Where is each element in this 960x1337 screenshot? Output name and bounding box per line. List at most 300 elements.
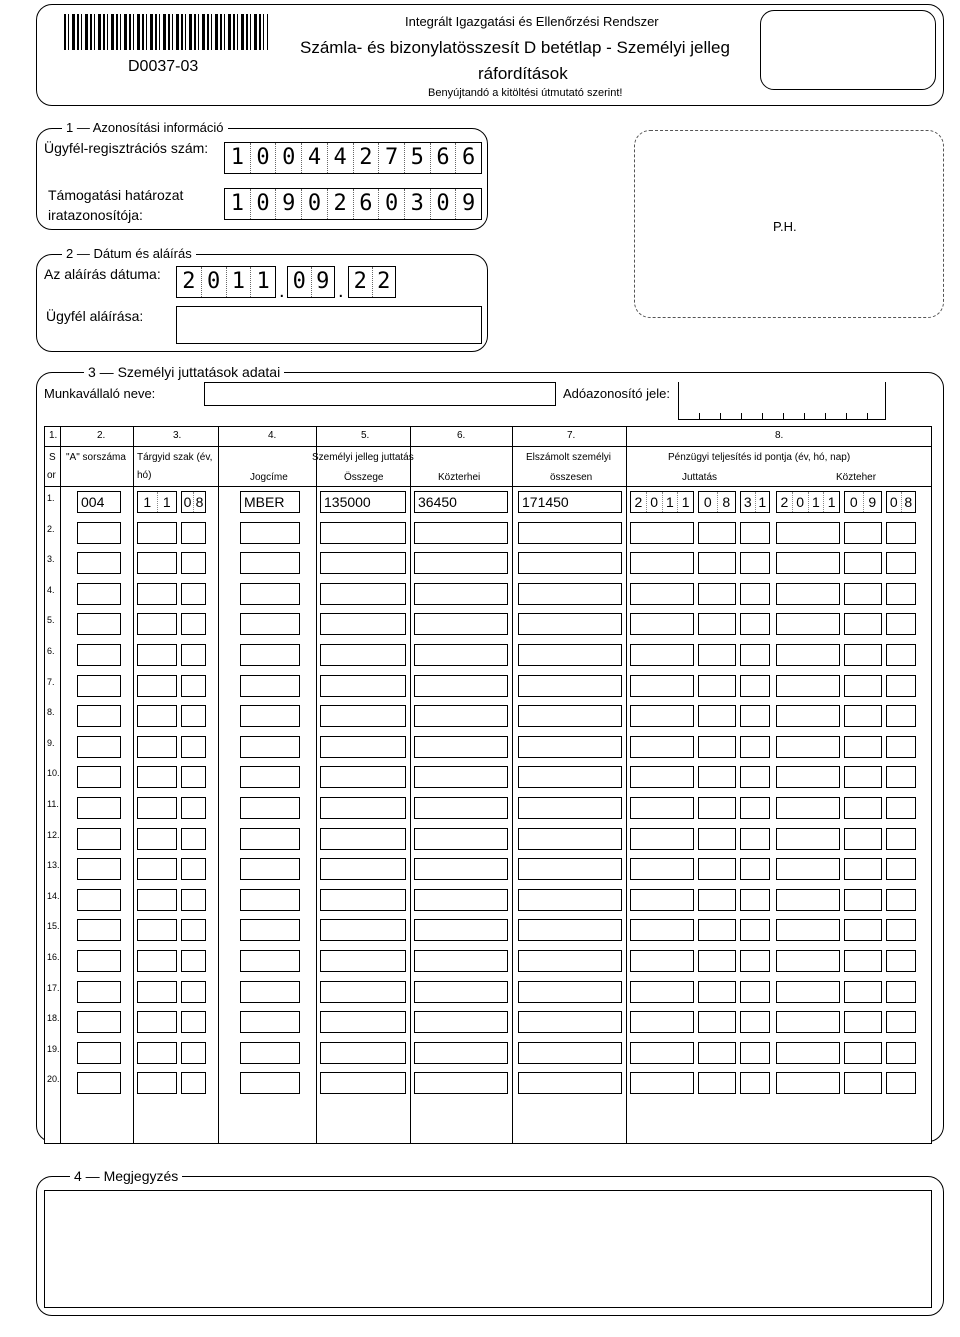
employee-name-field[interactable] (204, 382, 556, 406)
date-dot-1: . (279, 280, 285, 302)
table-cell[interactable] (698, 766, 736, 788)
date-dot-2: . (338, 280, 344, 302)
table-cell[interactable] (776, 644, 840, 666)
table-cell[interactable] (630, 828, 694, 850)
table-cell[interactable] (181, 1072, 206, 1094)
table-cell[interactable] (181, 583, 206, 605)
table-cell[interactable] (137, 1072, 177, 1094)
table-cell[interactable] (844, 552, 882, 574)
table-cell[interactable] (320, 828, 406, 850)
table-cell[interactable] (181, 889, 206, 911)
table-cell[interactable] (77, 1011, 121, 1033)
table-cell[interactable] (886, 1042, 916, 1064)
table-cell[interactable] (698, 797, 736, 819)
table-cell[interactable] (776, 736, 840, 758)
col-num-5: 5. (361, 430, 370, 441)
tax-year-cell[interactable]: 2 0 1 1 (776, 491, 840, 513)
table-cell[interactable] (181, 766, 206, 788)
hdr-period-2: hó) (137, 470, 152, 481)
table-cell[interactable] (886, 583, 916, 605)
table-cell[interactable] (518, 583, 622, 605)
table-cell[interactable] (886, 1011, 916, 1033)
table-cell[interactable] (137, 828, 177, 850)
table-cell[interactable] (518, 675, 622, 697)
table-cell[interactable] (740, 583, 770, 605)
table-cell[interactable] (844, 889, 882, 911)
table-cell[interactable] (240, 919, 300, 941)
table-cell[interactable] (740, 828, 770, 850)
table-cell[interactable] (320, 613, 406, 635)
table-cell[interactable] (698, 705, 736, 727)
table-cell[interactable] (137, 950, 177, 972)
table-cell[interactable] (886, 552, 916, 574)
table-cell[interactable] (776, 705, 840, 727)
table-cell[interactable] (320, 1011, 406, 1033)
table-cell[interactable] (181, 950, 206, 972)
table-cell[interactable] (414, 613, 508, 635)
table-cell[interactable] (740, 1042, 770, 1064)
table-cell[interactable] (320, 675, 406, 697)
signature-field[interactable] (176, 306, 482, 344)
table-cell[interactable] (240, 766, 300, 788)
table-cell[interactable] (320, 736, 406, 758)
header-bottom-line (44, 486, 932, 487)
table-cell[interactable] (630, 889, 694, 911)
table-cell[interactable] (137, 613, 177, 635)
table-cell[interactable] (518, 858, 622, 880)
table-cell[interactable] (844, 1072, 882, 1094)
a-number-cell[interactable]: 004 (77, 491, 121, 513)
table-cell[interactable] (77, 889, 121, 911)
tax-id-label: Adóazonosító jele: (563, 386, 670, 401)
table-cell[interactable] (518, 919, 622, 941)
table-cell[interactable] (844, 522, 882, 544)
pay-day-cell[interactable]: 3 1 (740, 491, 770, 513)
table-cell[interactable] (137, 919, 177, 941)
table-cell[interactable] (181, 919, 206, 941)
table-cell[interactable] (630, 950, 694, 972)
table-cell[interactable] (181, 613, 206, 635)
table-cell[interactable] (698, 675, 736, 697)
total-cell[interactable]: 171450 (518, 491, 622, 513)
table-cell[interactable] (698, 919, 736, 941)
row-number: 8. (47, 707, 55, 718)
table-cell[interactable] (518, 552, 622, 574)
table-cell[interactable] (740, 1011, 770, 1033)
table-cell[interactable] (414, 858, 508, 880)
title-cell[interactable]: MBER (240, 491, 300, 513)
sign-day-field[interactable]: 2 2 (348, 266, 396, 298)
table-cell[interactable] (886, 981, 916, 1003)
table-cell[interactable] (740, 552, 770, 574)
decision-label-1: Támogatási határozat (48, 187, 184, 203)
table-cell[interactable] (240, 797, 300, 819)
table-cell[interactable] (740, 705, 770, 727)
table-cell[interactable] (240, 583, 300, 605)
table-cell[interactable] (240, 858, 300, 880)
table-cell[interactable] (77, 1072, 121, 1094)
table-cell[interactable] (844, 675, 882, 697)
table-cell[interactable] (414, 1011, 508, 1033)
table-cell[interactable] (137, 736, 177, 758)
table-cell[interactable] (181, 644, 206, 666)
table-cell[interactable] (414, 889, 508, 911)
table-cell[interactable] (518, 705, 622, 727)
table-cell[interactable] (240, 1072, 300, 1094)
tax-month-cell[interactable]: 0 9 (844, 491, 882, 513)
table-cell[interactable] (698, 981, 736, 1003)
table-cell[interactable] (77, 613, 121, 635)
table-cell[interactable] (181, 1011, 206, 1033)
table-cell[interactable] (518, 1072, 622, 1094)
table-cell[interactable] (414, 950, 508, 972)
table-cell[interactable] (740, 889, 770, 911)
amount-cell[interactable]: 135000 (320, 491, 406, 513)
table-cell[interactable] (240, 705, 300, 727)
table-cell[interactable] (886, 736, 916, 758)
table-cell[interactable] (740, 950, 770, 972)
table-cell[interactable] (414, 981, 508, 1003)
table-cell[interactable] (320, 522, 406, 544)
period-year-cell[interactable]: 1 1 (137, 491, 177, 513)
col-num-6: 6. (457, 430, 466, 441)
table-cell[interactable] (698, 950, 736, 972)
table-cell[interactable] (414, 766, 508, 788)
client-reg-label: Ügyfél-regisztrációs szám: (44, 140, 209, 156)
period-month-cell[interactable]: 0 8 (181, 491, 206, 513)
client-reg-field[interactable]: 1 0 0 4 4 2 7 5 6 6 (224, 142, 482, 174)
table-cell[interactable] (137, 644, 177, 666)
table-cell[interactable] (181, 705, 206, 727)
table-cell[interactable] (630, 705, 694, 727)
table-cell[interactable] (77, 705, 121, 727)
table-cell[interactable] (630, 583, 694, 605)
table-cell[interactable] (518, 736, 622, 758)
table-cell[interactable] (320, 583, 406, 605)
table-cell[interactable] (240, 950, 300, 972)
table-cell[interactable] (740, 797, 770, 819)
table-cell[interactable] (240, 889, 300, 911)
pay-year-cell[interactable]: 2 0 1 1 (630, 491, 694, 513)
hdr-or: or (47, 470, 56, 481)
table-cell[interactable] (181, 736, 206, 758)
table-cell[interactable] (414, 644, 508, 666)
table-cell[interactable] (776, 1042, 840, 1064)
table-cell[interactable] (698, 644, 736, 666)
table-cell[interactable] (698, 613, 736, 635)
table-cell[interactable] (181, 1042, 206, 1064)
tax-day-cell[interactable]: 0 8 (886, 491, 916, 513)
col-num-1: 1. (49, 430, 58, 441)
table-cell[interactable] (320, 950, 406, 972)
sign-month-field[interactable]: 0 9 (287, 266, 335, 298)
table-cell[interactable] (181, 828, 206, 850)
table-cell[interactable] (320, 552, 406, 574)
table-cell[interactable] (776, 766, 840, 788)
table-cell[interactable] (77, 1042, 121, 1064)
table-cell[interactable] (740, 613, 770, 635)
table-cell[interactable] (740, 981, 770, 1003)
table-cell[interactable] (77, 736, 121, 758)
table-cell[interactable] (844, 1011, 882, 1033)
table-cell[interactable] (320, 889, 406, 911)
table-cell[interactable] (698, 736, 736, 758)
table-cell[interactable] (886, 644, 916, 666)
table-cell[interactable] (77, 828, 121, 850)
table-cell[interactable] (698, 1072, 736, 1094)
table-cell[interactable] (698, 552, 736, 574)
table-cell[interactable] (77, 766, 121, 788)
table-cell[interactable] (776, 1011, 840, 1033)
table-cell[interactable] (630, 766, 694, 788)
header-corner-box (760, 10, 936, 90)
table-cell[interactable] (740, 1072, 770, 1094)
table-cell[interactable] (518, 981, 622, 1003)
table-cell[interactable] (776, 919, 840, 941)
table-cell[interactable] (844, 858, 882, 880)
table-cell[interactable] (886, 705, 916, 727)
table-cell[interactable] (886, 919, 916, 941)
table-cell[interactable] (181, 522, 206, 544)
table-cell[interactable] (776, 613, 840, 635)
table-cell[interactable] (518, 828, 622, 850)
row-number: 19. (47, 1043, 60, 1054)
table-cell[interactable] (137, 1042, 177, 1064)
hdr-pay-tax: Közteher (836, 472, 877, 483)
table-cell[interactable] (630, 644, 694, 666)
table-cell[interactable] (240, 522, 300, 544)
table-cell[interactable] (886, 828, 916, 850)
table-cell[interactable] (77, 583, 121, 605)
table-cell[interactable] (137, 981, 177, 1003)
table-cell[interactable] (630, 981, 694, 1003)
sign-date-label: Az aláírás dátuma: (44, 266, 161, 282)
row-number: 5. (47, 615, 55, 626)
table-cell[interactable] (414, 583, 508, 605)
col-num-7: 7. (567, 430, 576, 441)
table-cell[interactable] (414, 522, 508, 544)
table-cell[interactable] (320, 797, 406, 819)
table-cell[interactable] (518, 797, 622, 819)
table-cell[interactable] (320, 1042, 406, 1064)
table-cell[interactable] (886, 522, 916, 544)
section3-title: 3 — Személyi juttatások adatai (84, 364, 284, 380)
signature-label: Ügyfél aláírása: (46, 308, 144, 324)
table-cell[interactable] (740, 766, 770, 788)
table-cell[interactable] (886, 766, 916, 788)
table-cell[interactable] (844, 1042, 882, 1064)
table-cell[interactable] (630, 1011, 694, 1033)
table-cell[interactable] (240, 613, 300, 635)
notes-field[interactable] (44, 1190, 932, 1308)
table-cell[interactable] (776, 950, 840, 972)
table-cell[interactable] (137, 858, 177, 880)
decision-id-field[interactable]: 1 0 9 0 2 6 0 3 0 9 (224, 188, 482, 220)
table-cell[interactable] (844, 705, 882, 727)
table-cell[interactable] (77, 797, 121, 819)
table-cell[interactable] (518, 1011, 622, 1033)
row-number: 18. (47, 1013, 60, 1024)
table-cell[interactable] (630, 919, 694, 941)
table-cell[interactable] (630, 613, 694, 635)
table-cell[interactable] (740, 675, 770, 697)
table-cell[interactable] (240, 1042, 300, 1064)
table-cell[interactable] (414, 705, 508, 727)
table-cell[interactable] (240, 675, 300, 697)
tax-id-field[interactable] (678, 382, 886, 420)
table-cell[interactable] (844, 736, 882, 758)
table-cell[interactable] (630, 858, 694, 880)
table-cell[interactable] (137, 766, 177, 788)
table-cell[interactable] (776, 828, 840, 850)
table-cell[interactable] (414, 828, 508, 850)
table-cell[interactable] (886, 797, 916, 819)
table-cell[interactable] (630, 552, 694, 574)
table-cell[interactable] (844, 828, 882, 850)
row-number: 10. (47, 768, 60, 779)
hdr-benefit: Személyi jelleg juttatás (312, 452, 414, 463)
table-cell[interactable] (240, 1011, 300, 1033)
table-cell[interactable] (77, 522, 121, 544)
table-cell[interactable] (886, 1072, 916, 1094)
section4-title: 4 — Megjegyzés (70, 1168, 182, 1184)
table-cell[interactable] (776, 522, 840, 544)
table-cell[interactable] (414, 1042, 508, 1064)
table-cell[interactable] (181, 552, 206, 574)
table-cell[interactable] (77, 950, 121, 972)
table-cell[interactable] (740, 522, 770, 544)
table-cell[interactable] (137, 889, 177, 911)
table-cell[interactable] (518, 950, 622, 972)
table-cell[interactable] (630, 736, 694, 758)
table-cell[interactable] (776, 981, 840, 1003)
table-cell[interactable] (137, 522, 177, 544)
table-cell[interactable] (740, 919, 770, 941)
table-cell[interactable] (320, 858, 406, 880)
table-cell[interactable] (77, 981, 121, 1003)
table-cell[interactable] (320, 766, 406, 788)
table-cell[interactable] (740, 736, 770, 758)
hdr-payment: Pénzügyi teljesítés id pontja (év, hó, nap) (668, 452, 851, 463)
table-cell[interactable] (240, 828, 300, 850)
table-cell[interactable] (518, 613, 622, 635)
row-number: 12. (47, 829, 60, 840)
table-cell[interactable] (776, 1072, 840, 1094)
table-cell[interactable] (886, 889, 916, 911)
table-cell[interactable] (844, 981, 882, 1003)
table-cell[interactable] (776, 797, 840, 819)
row-number: 6. (47, 646, 55, 656)
table-cell[interactable] (698, 522, 736, 544)
pay-month-cell[interactable]: 0 8 (698, 491, 736, 513)
table-cell[interactable] (518, 889, 622, 911)
table-cell[interactable] (137, 705, 177, 727)
table-cell[interactable] (630, 675, 694, 697)
table-cell[interactable] (844, 766, 882, 788)
col-num-2: 2. (97, 430, 106, 441)
table-cell[interactable] (518, 766, 622, 788)
table-cell[interactable] (181, 858, 206, 880)
table-cell[interactable] (886, 613, 916, 635)
table-cell[interactable] (698, 889, 736, 911)
table-cell[interactable] (181, 797, 206, 819)
table-cell[interactable] (776, 675, 840, 697)
table-cell[interactable] (630, 522, 694, 544)
row-number: 13. (47, 860, 60, 871)
table-cell[interactable] (77, 919, 121, 941)
table-cell[interactable] (320, 705, 406, 727)
table-cell[interactable] (740, 858, 770, 880)
table-cell[interactable] (414, 797, 508, 819)
table-cell[interactable] (698, 1011, 736, 1033)
table-cell[interactable] (137, 1011, 177, 1033)
table-cell[interactable] (77, 858, 121, 880)
table-cell[interactable] (181, 981, 206, 1003)
table-cell[interactable] (776, 552, 840, 574)
table-cell[interactable] (320, 644, 406, 666)
table-cell[interactable] (886, 675, 916, 697)
table-cell[interactable] (740, 644, 770, 666)
table-cell[interactable] (698, 583, 736, 605)
table-cell[interactable] (320, 919, 406, 941)
table-cell[interactable] (137, 583, 177, 605)
table-cell[interactable] (630, 1072, 694, 1094)
table-cell[interactable] (137, 552, 177, 574)
table-cell[interactable] (844, 950, 882, 972)
row-number: 3. (47, 554, 55, 565)
table-cell[interactable] (844, 613, 882, 635)
table-cell[interactable] (320, 1072, 406, 1094)
table-cell[interactable] (414, 1072, 508, 1094)
table-cell[interactable] (414, 919, 508, 941)
table-cell[interactable] (886, 858, 916, 880)
table-cell[interactable] (776, 858, 840, 880)
table-cell[interactable] (518, 1042, 622, 1064)
table-cell[interactable] (886, 950, 916, 972)
table-cell[interactable] (698, 828, 736, 850)
table-cell[interactable] (240, 644, 300, 666)
table-cell[interactable] (320, 981, 406, 1003)
table-cell[interactable] (240, 981, 300, 1003)
table-cell[interactable] (77, 675, 121, 697)
table-cell[interactable] (414, 736, 508, 758)
charges-cell[interactable]: 36450 (414, 491, 508, 513)
table-cell[interactable] (77, 552, 121, 574)
table-cell[interactable] (698, 858, 736, 880)
table-cell[interactable] (414, 675, 508, 697)
table-cell[interactable] (844, 644, 882, 666)
table-cell[interactable] (776, 889, 840, 911)
table-cell[interactable] (518, 522, 622, 544)
row-number: 20. (47, 1074, 60, 1085)
table-cell[interactable] (181, 675, 206, 697)
table-cell[interactable] (698, 1042, 736, 1064)
table-cell[interactable] (240, 552, 300, 574)
table-cell[interactable] (630, 797, 694, 819)
table-cell[interactable] (137, 675, 177, 697)
table-cell[interactable] (518, 644, 622, 666)
table-cell[interactable] (776, 583, 840, 605)
table-cell[interactable] (630, 1042, 694, 1064)
table-cell[interactable] (77, 644, 121, 666)
table-cell[interactable] (137, 797, 177, 819)
sign-year-field[interactable]: 2 0 1 1 (176, 266, 276, 298)
table-cell[interactable] (240, 736, 300, 758)
table-cell[interactable] (414, 552, 508, 574)
table-cell[interactable] (844, 797, 882, 819)
table-cell[interactable] (844, 919, 882, 941)
table-cell[interactable] (844, 583, 882, 605)
